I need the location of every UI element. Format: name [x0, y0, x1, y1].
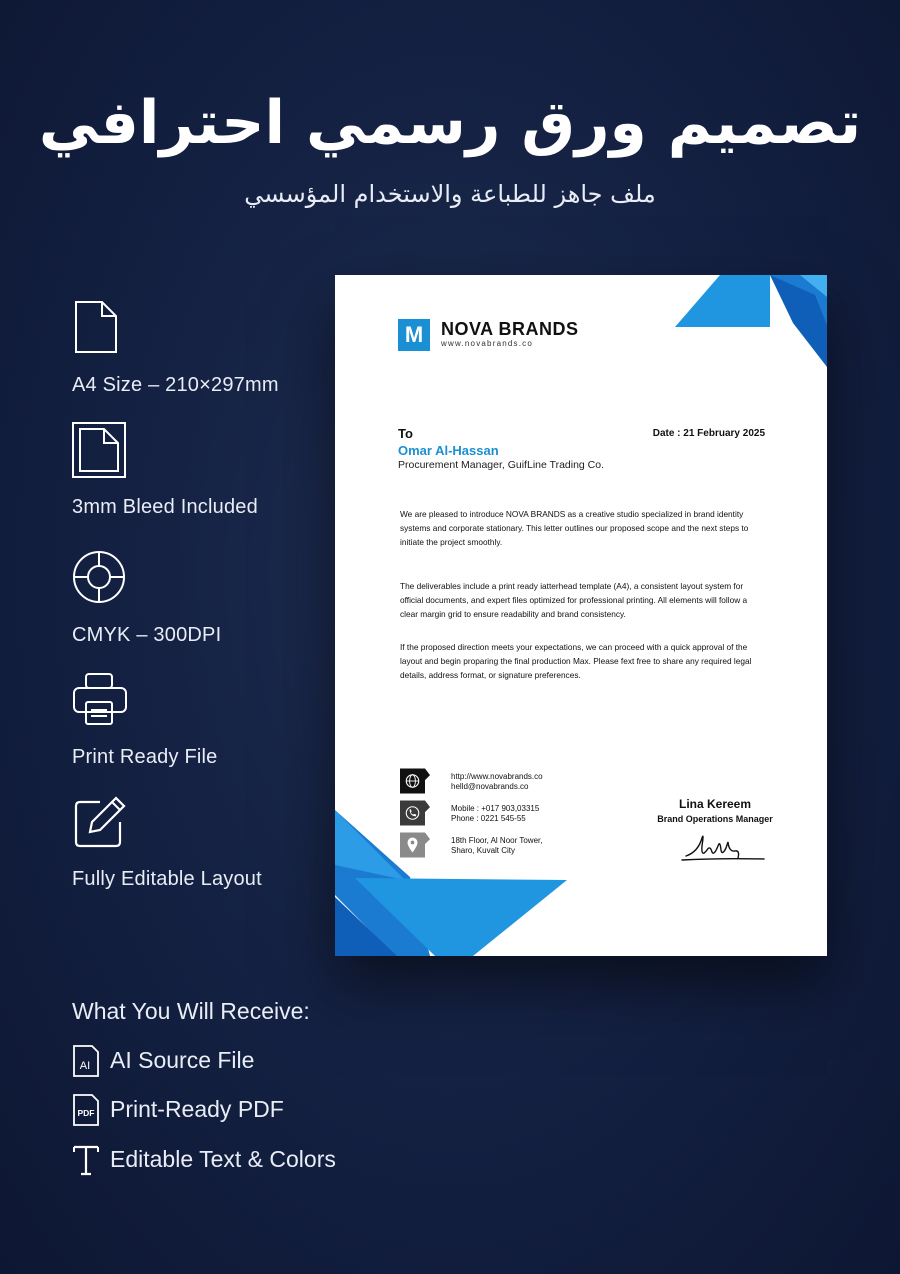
- letter-date: Date : 21 February 2025: [652, 428, 765, 439]
- address-line: Sharo, Kuvalt City: [451, 846, 516, 855]
- crosshair-icon: [72, 550, 128, 606]
- signature: [680, 828, 770, 864]
- bleed-document-icon: [72, 422, 128, 478]
- receive-item-label: Editable Text & Colors: [110, 1146, 336, 1172]
- contact-address: [451, 836, 542, 856]
- feature-print-ready: [72, 672, 312, 769]
- printer-icon: [72, 672, 128, 728]
- letter-paragraph: The deliverables include a print ready iatterhead template (A4), a consistent layout system for official documents, and expert files optimized for professional printing. All elements will follow a clear margin grid to ensure readability and brand consistency.: [400, 581, 748, 619]
- edit-icon: [72, 794, 128, 850]
- feature-editable: [72, 794, 312, 891]
- contact-phones: [451, 804, 539, 824]
- recipient-name: Omar Al-Hassan: [398, 443, 499, 458]
- letter-paragraph: If the proposed direction meets your expectations, we can proceed with a quick approval of the layout and begin proparing the final production Max. Please fext free to share any required legal details, address format, or signature preferences.: [400, 642, 752, 680]
- recipient-role: Procurement Manager, GuifLine Trading Co.: [398, 459, 605, 471]
- svg-text:PDF: PDF: [77, 1108, 95, 1118]
- document-icon: [72, 300, 128, 356]
- top-corner-shapes: [675, 275, 827, 375]
- feature-cmyk: [72, 550, 312, 647]
- feature-a4-size: [72, 300, 312, 397]
- receive-item-label: Print-Ready PDF: [110, 1096, 284, 1122]
- signer-title: Brand Operations Manager: [657, 814, 773, 824]
- feature-label: 3mm Bleed Included: [72, 496, 258, 518]
- contact-phone: Phone : 0221 545-55: [451, 814, 526, 823]
- feature-label: Fully Editable Layout: [72, 868, 262, 890]
- contact-email: helld@novabrands.co: [451, 782, 529, 791]
- to-label: To: [398, 426, 413, 441]
- brand-url: www.novabrands.co: [441, 339, 533, 348]
- headline: تصميم ورق رسمي احترافي: [38, 88, 862, 158]
- signer-name: Lina Kereem: [678, 797, 752, 811]
- feature-label: Print Ready File: [72, 746, 218, 768]
- pdf-file-icon: [72, 1094, 100, 1126]
- brand-name: NOVA BRANDS: [441, 319, 579, 339]
- receive-title: What You Will Receive:: [72, 998, 310, 1024]
- contact-website: http://www.novabrands.co: [451, 772, 543, 781]
- subheadline: ملف جاهز للطباعة والاستخدام المؤسسي: [244, 180, 656, 208]
- brand-logo-mark: M: [398, 319, 430, 351]
- bottom-corner-shapes: [335, 805, 575, 956]
- letterhead-mockup: [335, 275, 827, 956]
- location-icon: [400, 830, 430, 860]
- text-icon: [72, 1144, 100, 1176]
- svg-text:AI: AI: [79, 1060, 91, 1072]
- receive-item-label: AI Source File: [110, 1047, 255, 1073]
- contact-web: [451, 772, 543, 792]
- feature-label: CMYK – 300DPI: [72, 624, 222, 646]
- phone-icon: [400, 798, 430, 828]
- address-line: 18th Floor, Al Noor Tower,: [451, 836, 543, 845]
- letter-paragraph: We are pleased to introduce NOVA BRANDS as a creative studio specialized in brand identity systems and corporate stationary. This letter outlines our proposed scope and the next steps to initiate the project smoothly.: [400, 509, 749, 547]
- globe-icon: [400, 766, 430, 796]
- ai-file-icon: [72, 1045, 100, 1077]
- feature-bleed: [72, 422, 312, 519]
- feature-label: A4 Size – 210×297mm: [72, 374, 279, 396]
- contact-mobile: Mobile : +017 903,03315: [451, 804, 540, 813]
